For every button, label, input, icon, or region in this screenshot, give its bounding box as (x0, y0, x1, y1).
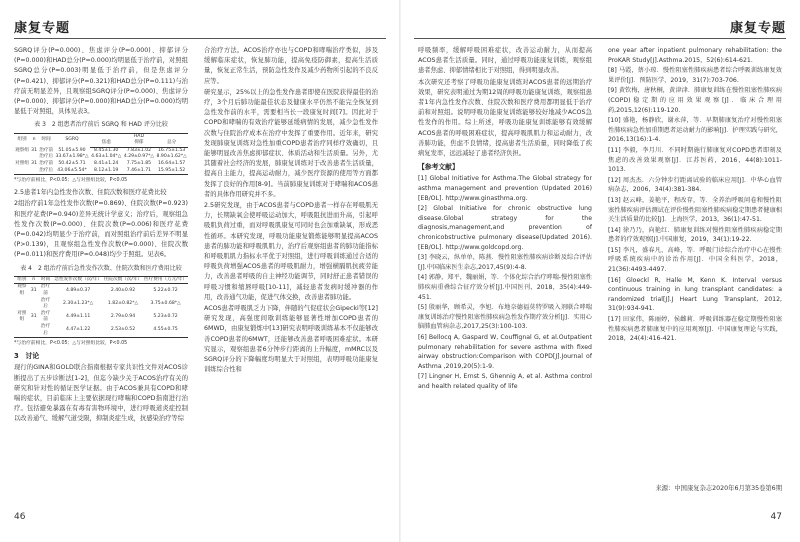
table4-header: 组别 (14, 276, 30, 284)
table3-subheader: 抑郁 (123, 140, 156, 147)
table-row (14, 154, 188, 161)
left-column-2 (204, 46, 378, 501)
table-cell: 8.90±1.62*△ (156, 154, 187, 160)
reference-item: [7] Lingner H, Ernst S, Ghennig A, et al. Asthma control and health related quality of life (418, 373, 592, 390)
reference-item: [6] Bellocq A, Gaspard W, Couffignal G, et al.Outpatient pulmonary rehabilitation for severe asthma with fixed airway obstruction:Comparison with COPD[J].Journal of Asthma ,2019,20(5):1-9. (418, 333, 592, 370)
reference-item: [9] 黄钦梅，唐秋桐，黄津津．肺康复训练在慢性阻塞性肺疾病(COPD)稳定期的应用效果观察[J]．临床合理用药,2015,12(6):119-120. (608, 87, 782, 114)
table-cell: 治疗后 (38, 324, 54, 338)
reference-item: [10] 盛艳，杨静欣，谢永萍，等．早期肺康复治疗对慢性阻塞性肺疾病急性加重期患者运动耐力的影响[J]．护理实践与研究，2016,13(16):1-4. (608, 117, 782, 144)
left-header-rule (14, 38, 386, 39)
reference-item: [8] 马霞，蔡小琼．慢性阻塞性肺疾病患者综合呼吸训练康复效果评价[J]．预防医学，2019，31(7):703-706. (608, 67, 782, 84)
table-row (14, 311, 188, 324)
left-header-title: 康复专题 (14, 21, 71, 36)
table4-header: 医疗费用（万元/年） (143, 276, 188, 284)
table4-header: 住院次数（次/年） (103, 276, 143, 284)
table-cell: 16.75±1.53 (158, 147, 186, 153)
table-cell: 2.30±1.23*△ (63, 300, 94, 306)
table-cell: 1.82±0.82*△ (107, 300, 139, 306)
right-column-1 (418, 46, 592, 501)
table-cell: 16.64±1.57 (158, 161, 186, 166)
section-heading: 3 讨论 (14, 352, 40, 361)
table-cell: 5.23±0.72 (153, 314, 178, 320)
table-cell: 15.95±1.52 (155, 168, 188, 175)
paragraph: 研究显示，25%以上的急性发作患者即使在医院获得最佳的治疗，3个月后肺功能最佳状态及健康水平仍然不能完全恢复到急性发作前的水平，需要相当长一段康复时间[7]。因此对于COPD和哮喘的有效治疗能够延缓病情的发展，减少急性发作次数与住院治疗成本在治疗中发挥了重要作用。近年来，研究发现肺康复训练对急性加重COPD患者治疗同样疗效确切，且能够明显改善焦虑抑郁症状、体质活动和生活质量。另外，尤其随着社会经济的发展，肺康复训练对于改善患者生活质量，提高自主能力，提高运动耐力，减少医疗资源的使用等方面都发挥了良好的作用[8-9]。当前肺康复训练对于哮喘和ACOS患者的具体作用研究并不多。 (204, 88, 378, 198)
table-cell: 治疗后 (40, 297, 51, 310)
source-note: 来源：中国康复杂志2020年6月第35卷第6期 (655, 485, 782, 492)
table4-title: 表 4 2 组治疗前后急性发作次数、住院次数和医疗费用比较 (20, 264, 182, 272)
paragraph: 现行的GINA和GOLD联合指南根据专家共识性文件对ACOS诊断提出了五步诊断法[1-2]，但迄今缺少关于ACOS治疗有关的研究和针对性的循证医学证据。由于ACOS兼具有COPD和哮喘的症状，目前临床上主要依据现行哮喘和COPD指南进行治疗。包括避免暴露在有毒有害物环境中，进行呼吸道炎症控制以改善通气、缓解气道受限，抑制炎症生成，抗感染治疗等综 (14, 364, 188, 423)
table-cell: 31 (30, 314, 37, 320)
table-cell: 8.41±1.24 (94, 161, 119, 166)
table-cell: 8.45±1.30 (94, 147, 119, 153)
table-cell: 治疗前 (40, 284, 51, 296)
reference-item: [5] 殷丽华，顾希灵，李旭．布地奈德福莫特罗吸入剂联合哮喘康复训练治疗慢性阻塞性肺疾病急性发作期疗效分析[J]．实用心脑肺血管病杂志,2017,25(3):100-103. (418, 304, 592, 331)
references-heading: 【参考文献】 (418, 163, 459, 172)
table-cell: 观察组 (17, 284, 27, 296)
reference-item: [3] 李晓云，纵单单，陈燕．慢性阻塞性肺疾病诊断及综合评估[J].中国临床医生杂志,2017,45(9):4-8. (418, 254, 592, 271)
table-cell: 4.47±1.22 (53, 324, 102, 338)
table-cell: 4.63±1.04*△ (91, 154, 122, 160)
reference-item: [1] Global Initiative for Asthma.The Global strategy for asthma management and prevention (Updated 2016) [EB/OL]. http://www.ginasthma.org. (418, 175, 592, 202)
paragraph: 本次研究还考察了呼吸功能康复训练对ACOS患者的远期治疗效果，研究表明通过为期12周的呼吸功能康复训练，观察组患者1年内急性发作次数、住院次数和医疗费用都明显低于治疗前和对照组。说明呼吸功能康复训练能够较好地减少ACOS急性发作的作用。综上所述，呼吸功能康复训练能够有效缓解ACOS患者的呼吸困难症状，提高呼吸肌肌力和运动耐力，改善肺功能，焦虑不良情绪，提高患者生活质量，同时降低了疾病复发率，远远减轻了患者经济负担。 (418, 78, 592, 158)
reference-item: one year after inpatient pulmonary rehabilitation: the ProKAR Study[J].Asthma.2015，52(6):614-621. (608, 47, 782, 64)
right-header-title: 康复专题 (729, 21, 786, 36)
table4-header: 时间 (38, 276, 54, 284)
table-cell: 治疗后 (39, 154, 54, 160)
reference-item: [16] Gloeckl R, Halle M, Kenn K. Interval versus continuous training in lung transplant candidates: a randomized trial[J].J Heart Lung Transplant, 2012, 31(9):934-941. (608, 276, 782, 313)
table-cell: 31 (30, 287, 37, 293)
table-row (14, 168, 188, 175)
table-cell: 4.89±0.37 (65, 287, 91, 293)
left-page-number: 46 (14, 512, 26, 522)
right-page (400, 0, 800, 542)
table4-note: *与治疗前相比，P<0.05；△与对照组比较，P<0.05 (14, 341, 128, 347)
table-cell: 7.75±1.85 (126, 161, 152, 166)
table-cell: 4.49±1.11 (65, 314, 91, 320)
table-cell (14, 298, 30, 311)
table-cell: 治疗后 (38, 168, 54, 175)
table-cell: 50.42±5.71 (58, 161, 86, 166)
table-cell: 2.53±0.52 (103, 324, 143, 338)
table-cell (14, 154, 30, 161)
table4 (14, 276, 188, 338)
table-cell: 51.05±5.90 (58, 147, 86, 153)
right-column-2 (608, 46, 782, 476)
table4-header: n (30, 276, 38, 284)
table3-subheader: 焦虑 (90, 140, 123, 147)
table4-header: 急性发作次数（次/年） (53, 276, 102, 284)
right-header-rule (414, 38, 786, 39)
table-cell: 观察组 (15, 147, 29, 153)
table-cell: 对照组 (17, 310, 27, 323)
reference-item: [15] 李凡，盛春凡，高峰，等．呼吸门诊综合治疗中心在慢性呼吸系统疾病中的诊治作用[J]．中国全科医学，2018，21(36):4493-4497. (608, 246, 782, 274)
table-cell: 4.29±0.97*△ (123, 154, 154, 160)
table-row (14, 161, 188, 168)
table3-header: 组别 (14, 133, 30, 147)
table3-header: 时间 (38, 133, 54, 147)
table-cell: 43.06±5.54* (54, 168, 90, 175)
reference-item: [17] 田家伟，陈丽婷，侯雌莉．呼吸训练器在稳定期慢性阻塞性肺疾病患者肺康复中的应用观察[J]．中国康复理论与实践，2018，24(4):416-421. (608, 316, 782, 343)
table-cell: 4.55±0.75 (143, 324, 188, 338)
paragraph: 2组治疗前1年急性发作次数(P=0.869)、住院次数(P=0.923)和医疗花费(P=0.940)差异无统计学意义；治疗后，观察组急性发作次数(P=0.000)、住院次数(P=0.006)和医疗花费(P=0.042)均明显少于治疗前，而对照组治疗前后差异不明显(P>0.139)，且观察组急性发作次数(P=0.000)、住院次数(P=0.011)和医疗费用(P=0.048)均少于照组。见表6。 (14, 200, 188, 259)
reference-item: [14] 徐乃乃，向艳红．肺康复训练对慢性阻塞性肺疾病稳定期患者的疗效观察[J].中国康复，2019，34(1):19-22. (608, 226, 782, 244)
paragraph: SGRQ评分(P=0.000)、焦虑评分(P=0.000)、抑郁评分(P=0.000)和HAD总分(P=0.000)均明显低于治疗前，对照组SGRQ总分(P=0.003)明显低于治疗前，但是焦虑评分(P=0.421)、抑郁评分(P=0.321)和HAD总分(P=0.111)与治疗前无明显差异，且观察组SGRQ评分(P=0.000)、焦虑评分(P=0.000)、抑郁评分(P=0.000)和HAD总分(P=0.000)均明显低于对照组，具体见表3。 (14, 47, 188, 116)
table-cell: 31 (31, 147, 37, 153)
reference-item: [2] Global Initiative for chronic obstructive lung disease.Global strategy for the diagnosis,management,and prevention of chronicobstructive pulmonary disease(Updated 2016).[EB/OL]. http://www.goldcopd.org. (418, 205, 592, 251)
reference-item: [4] 郭静，郑平，魏丽娟，等．个体化综合治疗哮喘-慢性阻塞性肺疾病重叠综合征疗效分析[J].中国医刊，2018，35(4):449-451. (418, 274, 592, 301)
table-cell: 7.83±1.02 (126, 147, 152, 153)
table-cell: 2.40±0.92 (110, 287, 136, 293)
table-cell (14, 168, 30, 175)
paragraph: 合治疗方法。ACOS治疗亦也与COPD和哮喘治疗类似，涉及缓解临床症状，恢复肺功能，提高免疫防御素，提高生活质量，恢复正常生活，预防急性发作及减少药物所引起的不良反应等。 (204, 47, 378, 85)
table3 (14, 133, 188, 176)
reference-item: [12] 周杰杰．六分钟步行距离试验的临床应用[J]．中华心血管病杂志，2006，34(4):381-384. (608, 176, 782, 194)
table3-note: *与治疗前相比，P<0.05；△与对照组比较，P<0.05 (14, 178, 128, 184)
table-cell: 治疗前 (39, 161, 54, 166)
subsection-heading: 2.5患者1年内急性发作次数、住院次数和医疗花费比较 (14, 189, 167, 197)
reference-item: [11] 李毅，李月川．不同时期施行肺康复对COPD患者即刻及焦虑的改善效果观察[J]．江苏医药，2016，44(8):1011-1013. (608, 146, 782, 174)
table-cell: 5.22±0.72 (153, 287, 178, 293)
table-cell (30, 298, 38, 311)
table-row (14, 298, 188, 311)
table3-header: n (30, 133, 38, 147)
paragraph: 呼吸频率，缓解呼吸困难症状，改善运动耐力，从而提高ACOS患者生活质量。同时，通过呼吸功能康复训练，观察组患者焦虑、抑郁情绪相比于对照组，得到明显改善。 (418, 47, 592, 75)
table3-subheader: 总分 (155, 140, 188, 147)
table3-title: 表 3 2 组患者治疗前后 SGRQ 和 HAD 评分比较 (34, 121, 168, 129)
reference-item: [13] 赵云峰，姜艳平，程改存，等．全养治呼吸问卷和慢性阻塞性肺疾病评估测试在评价慢性阻塞性肺疾病稳定期患者健康相关生活质量的比较[J]．上海医学，2013，36(1):47-51. (608, 196, 782, 224)
table-cell: 3.75±0.68*△ (150, 300, 181, 306)
table-cell: 31 (31, 161, 37, 166)
table-row (14, 324, 188, 338)
table-cell (30, 324, 38, 338)
table-cell: 治疗前 (39, 147, 54, 153)
table-row (14, 284, 188, 298)
table-cell: 33.67±1.98*△ (55, 154, 89, 160)
table-cell: 对照组 (15, 161, 29, 166)
left-column-1 (14, 46, 188, 501)
right-page-number: 47 (770, 512, 782, 522)
table-cell: 7.46±1.71 (123, 168, 156, 175)
table-cell: 治疗前 (40, 310, 51, 323)
paragraph: ACOS患者呼吸肌乏力下降，伴随的气促症状会Gipecki等[12]研究发现，高强度间歇训练能够显著性增加COPD患者的6MWD，由康复锻炼中[13]研究表明呼吸训练基本不仅能够改善COPD患者的6MWT，还能够改善患者呼吸困难症状。本研究显示，观察组患者6分钟步行距离的上升幅度，mMRC以及SGRQ评分的下降幅度均明显大于对照组，表明呼吸功能康复训练综合性和 (204, 305, 378, 374)
table-cell (14, 324, 30, 338)
table-cell: 2.79±0.94 (110, 314, 136, 320)
table-cell: 8.12±1.19 (90, 168, 123, 175)
table3-header: SGRQ (54, 133, 90, 147)
paragraph: 2.5研究发现，由于ACOS患者与COPD患者一样存在呼吸肌无力，长期缺氧会使呼吸运动加大，呼吸阻抗进而升高，引起呼吸肌负荷过重，而对呼吸肌康复可同时也会加重缺氧，形成恶性循环。本研究发现，呼吸功能康复锻炼能够明显提高ACOS患者的肺功能和呼吸肌肌力，治疗后观察组患者的肺功能指标和呼吸肌肌力指标水平优于对照组，进行呼吸训练通过合适的呼吸负荷增强ACOS患者的呼吸肌耐力，增强横膈肌抗疲劳能力，改善患者呼吸的自主神经功能调节，同时舒正患者错误的呼吸习惯和缩唇呼吸[10-11]，减轻患者发病时缓冲器的作用，改善通气功能，促进气体交换，改善患者肺功能。 (204, 202, 378, 301)
table-cell (30, 154, 38, 161)
table-cell (30, 168, 38, 175)
table3-header: HAD (90, 133, 188, 140)
